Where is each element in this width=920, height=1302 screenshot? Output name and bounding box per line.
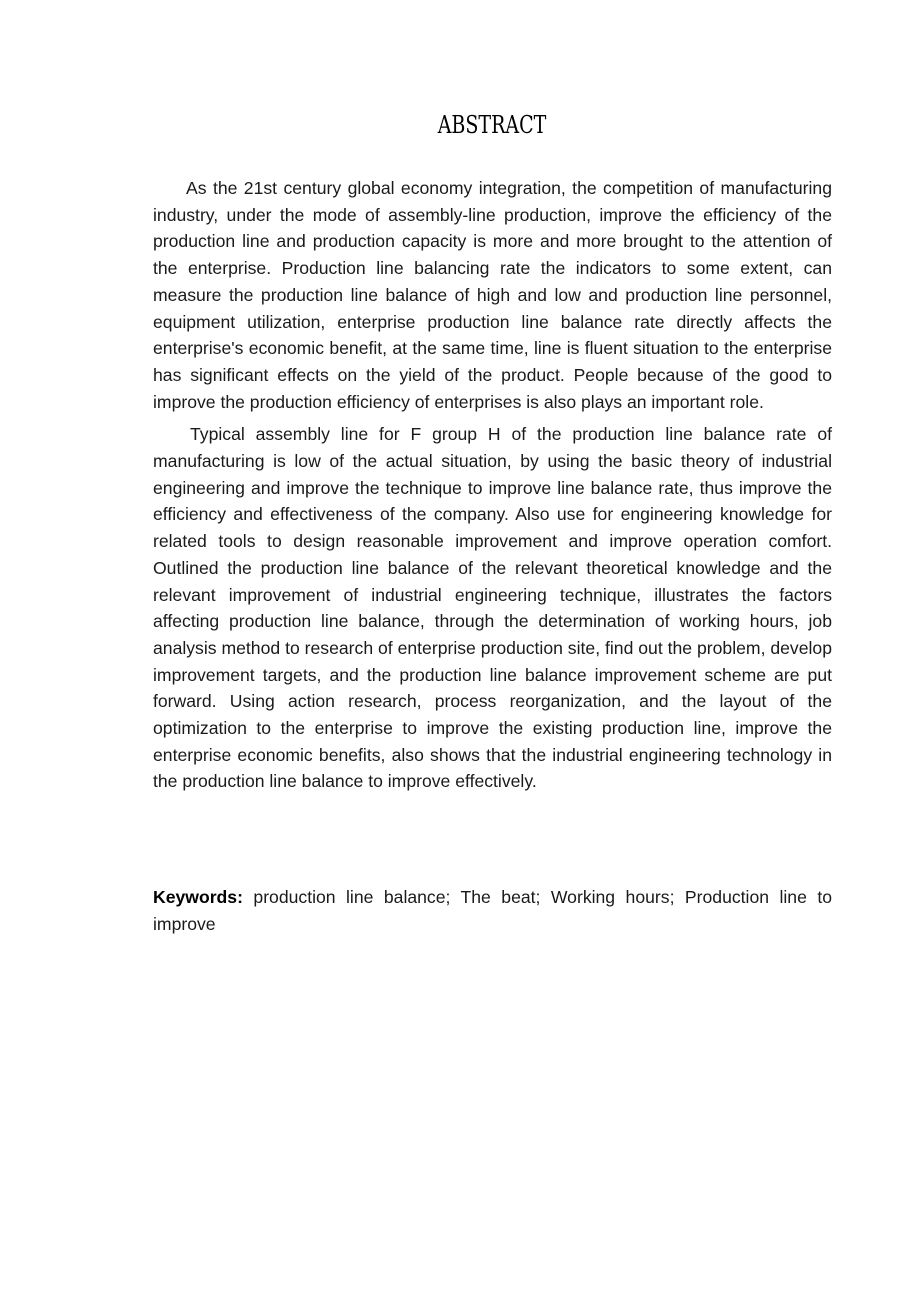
keywords-text: production line balance; The beat; Working hours; Production line to improve xyxy=(153,887,832,934)
keywords-label: Keywords: xyxy=(153,887,243,907)
abstract-paragraph-2: Typical assembly line for F group H of the production line balance rate of manufacturing is low of the actual situation, by using the basic theory of industrial engineering and improve the technique to improve line balance rate, thus improve the efficiency and effectiveness of the company. Also use for engineering knowledge for related tools to design reasonable improvement and improve operation comfort. Outlined the production line balance of the relevant theoretical knowledge and the relevant improvement of industrial engineering technique, illustrates the factors affecting production line balance, through the determination of working hours, job analysis method to research of enterprise production site, find out the problem, develop improvement targets, and the production line balance improvement scheme are put forward. Using action research, process reorganization, and the layout of the optimization to the enterprise to improve the existing production line, improve the enterprise economic benefits, also shows that the industrial engineering technology in the production line balance to improve effectively. xyxy=(153,424,832,792)
keywords-line xyxy=(153,884,832,937)
abstract-paragraph-1: As the 21st century global economy integration, the competition of manufacturing industry, under the mode of assembly-line production, improve the efficiency of the production line and production capacity is more and more brought to the attention of the enterprise. Production line balancing rate the indicators to some extent, can measure the production line balance of high and low and production line personnel, equipment utilization, enterprise production line balance rate directly affects the enterprise's economic benefit, at the same time, line is fluent situation to the enterprise has significant effects on the yield of the product. People because of the good to improve the production efficiency of enterprises is also plays an important role. xyxy=(153,178,832,412)
abstract-body xyxy=(153,175,832,801)
abstract-title: ABSTRACT xyxy=(437,111,547,139)
